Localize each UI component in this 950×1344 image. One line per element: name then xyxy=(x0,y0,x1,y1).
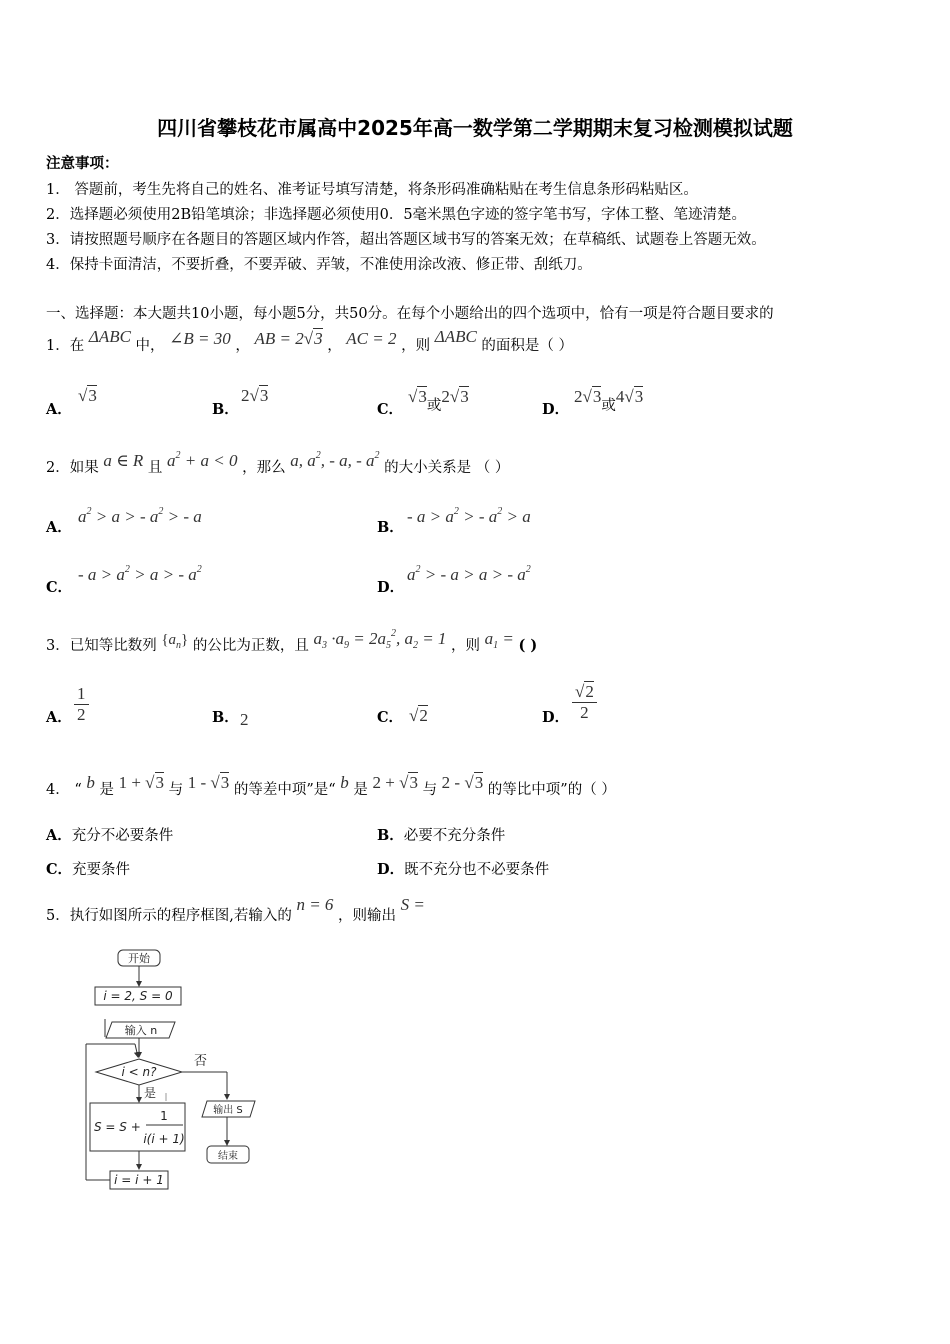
q3-c-root: 2 xyxy=(419,706,428,725)
flow-update-label: S = S + xyxy=(94,1120,141,1134)
notice-item-4: 4．保持卡面清洁，不要折叠，不要弄破、弄皱，不准使用涂改液、修正带、刮纸刀。 xyxy=(46,257,592,273)
q3-option-b-label: B． xyxy=(212,709,239,726)
flow-init-label: i = 2, S = 0 xyxy=(103,989,173,1003)
q2-a-sup: 2 xyxy=(158,506,164,517)
q4-number: 4． “ xyxy=(46,782,82,798)
question-4: 4． “ b 是 1 + √3 与 1 - √3 的等差中项”是“ b 是 2 + √3 与 2 - √3 的等比中项”的（ ） xyxy=(46,773,616,798)
q2-ending: 的大小关系是 （ ） xyxy=(384,460,510,476)
q2-number: 2．如果 xyxy=(46,460,99,476)
q4-text: 的等比中项”的（ ） xyxy=(487,782,616,798)
q1-option-d-label: D． xyxy=(542,401,570,418)
q2-b-part: > - a xyxy=(458,507,498,526)
q1-angle: ∠B = 30 xyxy=(169,329,231,348)
q1-text: 中， xyxy=(135,338,165,354)
q1-option-b: 2√3 xyxy=(241,386,269,405)
q3-option-b: 2 xyxy=(240,710,249,729)
q2-a-sup: 2 xyxy=(86,506,92,517)
q2-list: a, a xyxy=(290,451,316,470)
q2-list-2: , - a, - a xyxy=(320,451,375,470)
q4-expr: 1 + xyxy=(118,773,146,792)
q5-number: 5．执行如图所示的程序框图,若输入的 xyxy=(46,908,292,924)
q3-d-den: 2 xyxy=(580,703,589,722)
q2-option-a-label: A． xyxy=(46,519,72,536)
q2-cond-2b: + a < 0 xyxy=(180,451,238,470)
question-3: 3．已知等比数列 $\{a_n\}$ 的公比为正数，且 $a_3 \cdot a_9 = 2a_5^2$, $a_2 = 1$ ，则 $a_1$ = ( ) xyxy=(46,628,538,654)
q2-cond-1: a ∈ R xyxy=(103,451,144,470)
q3-expr-sub: 2 xyxy=(412,640,418,651)
q3-expr-sup: 2 xyxy=(390,628,396,639)
q2-b-part: > a xyxy=(502,507,531,526)
q4-c-label: C． xyxy=(46,861,73,878)
q4-root: 3 xyxy=(409,773,418,792)
flow-frac-num: 1 xyxy=(160,1109,168,1123)
q3-option-a-label: A． xyxy=(46,709,72,726)
q1-option-c: √3或2√3 xyxy=(408,387,469,414)
q1-option-b-label: B． xyxy=(212,401,239,418)
q3-expr-sub: 5 xyxy=(385,640,391,651)
q2-c-sup: 2 xyxy=(196,564,202,575)
q1-c-or: 或 xyxy=(426,398,442,414)
q1-comma: ， xyxy=(235,338,250,354)
q2-list-sq-2: 2 xyxy=(374,450,380,461)
q4-option-a xyxy=(46,824,173,845)
q2-option-c xyxy=(78,564,202,585)
notice-item-1: 1． 答题前，考生先将自己的姓名、准考证号填写清楚，将条形码准确粘贴在考生信息条形码粘贴区。 xyxy=(46,182,698,198)
q2-a-part: > - a xyxy=(163,507,202,526)
flow-end-label: 结束 xyxy=(218,1151,238,1162)
q1-d-or: 或 xyxy=(601,398,616,414)
q3-option-c-label: C． xyxy=(377,709,404,726)
q4-option-c xyxy=(46,858,130,879)
flow-no-label: 否 xyxy=(194,1054,208,1069)
q4-a-text: 充分不必要条件 xyxy=(71,828,174,844)
q1-option-a-label: A． xyxy=(46,401,72,418)
q3-number: 3．已知等比数列 xyxy=(46,638,157,654)
question-2 xyxy=(46,450,510,477)
q4-text: 与 xyxy=(168,782,184,798)
q4-a-label: A． xyxy=(46,827,72,844)
q2-b-part: - a > a xyxy=(407,507,454,526)
q5-n: n = 6 xyxy=(296,895,334,914)
q3-seq-sub: n xyxy=(176,640,182,651)
q1-d-coef-1: 2 xyxy=(574,387,583,406)
flow-yes-label: 是 xyxy=(144,1086,157,1100)
q4-root: 3 xyxy=(220,773,230,792)
q2-option-b-label: B． xyxy=(377,519,404,536)
q4-b-label: B． xyxy=(377,827,404,844)
q3-then: ，则 xyxy=(451,638,481,654)
q2-option-b xyxy=(407,506,531,527)
q1-c-root-1: 3 xyxy=(418,387,427,406)
q2-then: ，那么 xyxy=(242,460,286,476)
q2-c-part: - a > a xyxy=(78,565,125,584)
q3-expr: = 1 xyxy=(417,629,447,648)
q2-square: 2 xyxy=(175,450,181,461)
q4-b: b xyxy=(86,773,95,792)
q4-expr: 1 - xyxy=(187,773,211,792)
q1-option-a: √3 xyxy=(78,386,97,405)
q2-d-part: a xyxy=(407,565,416,584)
q2-b-sup: 2 xyxy=(453,506,459,517)
q4-expr: 2 + xyxy=(372,773,400,792)
q4-c-text: 充要条件 xyxy=(72,862,131,878)
q1-comma-2: ， xyxy=(327,338,342,354)
flow-output-label: 输出 S xyxy=(213,1105,243,1116)
q4-option-d xyxy=(377,858,549,879)
q4-b-2: b xyxy=(340,773,349,792)
q1-b-coef: 2 xyxy=(241,386,250,405)
q1-c-coef-2: 2 xyxy=(441,387,450,406)
q3-a-den: 2 xyxy=(77,705,86,724)
q2-d-sup: 2 xyxy=(415,564,421,575)
q2-and: 且 xyxy=(147,460,163,476)
q4-b-text: 必要不充分条件 xyxy=(403,828,506,844)
q1-ac: AC = 2 xyxy=(346,329,397,348)
q2-option-d-label: D． xyxy=(377,579,405,596)
q1-d-root-1: 3 xyxy=(592,387,602,406)
q2-b-sup: 2 xyxy=(497,506,503,517)
q2-option-a xyxy=(78,506,202,527)
q3-seq: a xyxy=(168,632,177,648)
q2-list-sq: 2 xyxy=(315,450,321,461)
q1-d-root-2: 3 xyxy=(634,387,644,406)
q4-d-text: 既不充分也不必要条件 xyxy=(404,862,550,878)
q1-b-root: 3 xyxy=(259,386,269,405)
q4-text: 的等差中项”是“ xyxy=(233,782,336,798)
question-5 xyxy=(46,895,425,925)
q2-c-part: > a > - a xyxy=(129,565,197,584)
q3-option-c: √2 xyxy=(409,706,428,725)
q1-triangle-2: ΔABC xyxy=(434,327,477,346)
question-1: 1．在 ΔABC 中， ∠B = 30 ， AB = 2√3 ， AC = 2 ，则 ΔABC 的面积是（ ） xyxy=(46,327,574,354)
q4-text: 是 xyxy=(99,782,114,798)
section-heading: 一、选择题：本大题共10小题，每小题5分，共50分。在每个小题给出的四个选项中，恰有一项是符合题目要求的 xyxy=(46,306,774,322)
flow-start-label: 开始 xyxy=(128,952,150,965)
flow-input-label: 输入 n xyxy=(124,1024,158,1037)
q4-expr: 2 - xyxy=(441,773,465,792)
q4-option-b xyxy=(377,824,505,845)
flow-increment-label: i = i + 1 xyxy=(114,1173,164,1187)
page-title: 四川省攀枝花市属高中2025年高一数学第二学期期末复习检测模拟试题 xyxy=(157,116,793,140)
q4-root: 3 xyxy=(474,773,484,792)
q3-expr-sub: 3 xyxy=(321,640,327,651)
notice-heading: 注意事项： xyxy=(46,155,119,172)
q4-root: 3 xyxy=(155,773,165,792)
q1-number: 1．在 xyxy=(46,338,85,354)
q3-a1-sub: 1 xyxy=(493,640,499,651)
q1-a-root: 3 xyxy=(88,386,97,405)
q3-expr: a xyxy=(313,629,322,648)
q2-d-part: > - a > a > - a xyxy=(420,565,526,584)
q3-ending: ( ) xyxy=(518,637,538,654)
q4-text: 与 xyxy=(422,782,438,798)
q3-a-num: 1 xyxy=(74,684,89,705)
flow-condition-label: i < n? xyxy=(121,1065,157,1079)
q5-text: ，则输出 xyxy=(338,908,397,924)
q3-text: 的公比为正数，且 xyxy=(192,638,309,654)
q2-cond-2a: a xyxy=(167,451,176,470)
q3-d-root: 2 xyxy=(585,682,594,701)
q1-ending: 的面积是（ ） xyxy=(481,338,574,354)
q2-a-part: a xyxy=(78,507,87,526)
q2-option-d xyxy=(407,564,531,585)
q3-option-d: $\frac{√2}{2}$ xyxy=(572,682,597,723)
q2-option-c-label: C． xyxy=(46,579,73,596)
flow-frac-den: i(i + 1) xyxy=(143,1132,185,1146)
q1-c-root-2: 3 xyxy=(460,387,469,406)
q1-triangle: ΔABC xyxy=(88,327,131,346)
q2-d-sup: 2 xyxy=(525,564,531,575)
q4-d-label: D． xyxy=(377,861,405,878)
q1-option-d: 2√3或4√3 xyxy=(574,387,644,414)
q3-eq: = xyxy=(498,629,514,648)
q3-option-d-label: D． xyxy=(542,709,570,726)
q3-expr: = 2a xyxy=(348,629,386,648)
q3-option-a xyxy=(74,684,89,725)
q1-then: ，则 xyxy=(401,338,431,354)
notice-item-2: 2．选择题必须使用2B铅笔填涂；非选择题必须使用0．5毫米黑色字迹的签字笔书写，字体工整、笔迹清楚。 xyxy=(46,207,747,223)
q3-expr-sub: 9 xyxy=(343,640,349,651)
q1-ab: AB = 2 xyxy=(254,329,304,348)
q3-expr: , a xyxy=(395,629,413,648)
q2-a-part: > a > - a xyxy=(91,507,159,526)
q1-ab-root: 3 xyxy=(314,329,323,348)
q1-option-c-label: C． xyxy=(377,401,404,418)
q3-a1: a xyxy=(484,629,494,648)
q5-s: S = xyxy=(400,895,425,914)
q3-expr: ·a xyxy=(326,629,344,648)
q4-text: 是 xyxy=(353,782,368,798)
notice-item-3: 3．请按照题号顺序在各题目的答题区域内作答，超出答题区域书写的答案无效；在草稿纸、试题卷上答题无效。 xyxy=(46,232,766,248)
q1-d-coef-2: 4 xyxy=(615,387,625,406)
flowchart xyxy=(80,945,270,1210)
q2-c-sup: 2 xyxy=(124,564,130,575)
